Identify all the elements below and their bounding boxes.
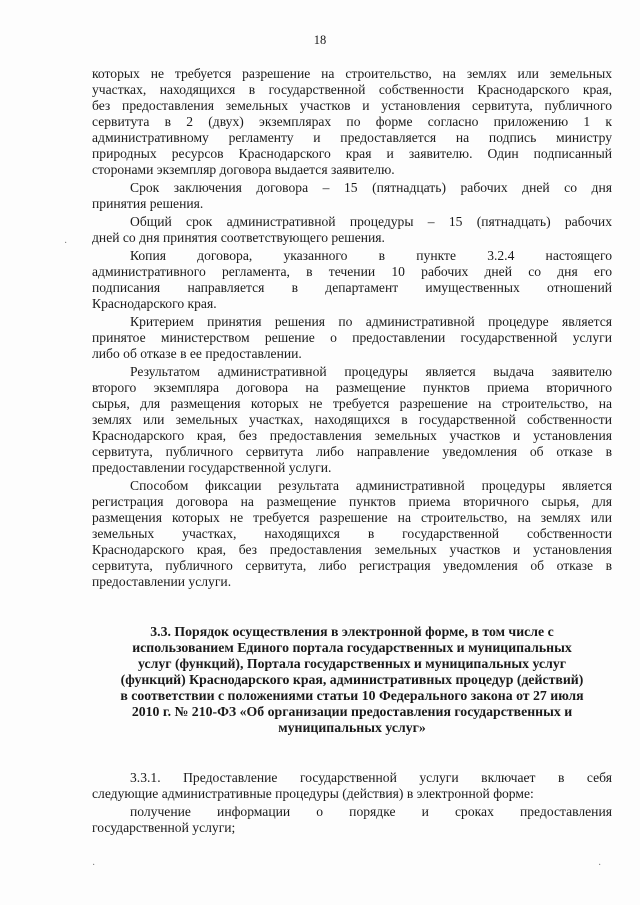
section-heading-line: (функций) Краснодарского края, административных процедур (действий) xyxy=(120,672,584,687)
text-line: государственной услуги; xyxy=(92,820,236,835)
text-line: природных ресурсов Краснодарского края и заявителю. Один подписанный xyxy=(92,146,612,161)
text-line: землях или земельных участках, находящихся в государственной собственности xyxy=(92,412,612,427)
text-line: которых не требуется разрешение на строительство, на землях или земельных xyxy=(92,66,612,81)
text-line: сервитута в 2 (двух) экземплярах по форме согласно приложению 1 к xyxy=(92,114,612,129)
text-line: без предоставления земельных участков и установления сервитута, публичного xyxy=(92,98,612,113)
text-line: Результатом административной процедуры является выдача заявителю xyxy=(130,364,612,379)
text-line: Копия договора, указанного в пункте 3.2.4 настоящего xyxy=(130,248,612,263)
scan-mark: · xyxy=(92,860,96,871)
text-line: Краснодарского края, без предоставления земельных участков и установления xyxy=(92,542,612,557)
text-line: сервитута, публичного сервитута, либо регистрация уведомления об отказе в xyxy=(92,558,612,573)
section-heading-line: муниципальных услуг» xyxy=(278,720,426,735)
text-line: 3.3.1. Предоставление государственной услуги включает в себя xyxy=(130,770,612,785)
text-line: Критерием принятия решения по административной процедуре является xyxy=(130,314,612,329)
text-line: административному регламенту и предоставляется на подпись министру xyxy=(92,130,612,145)
text-line: сторонами экземпляр договора выдается заявителю. xyxy=(92,162,395,177)
text-line: размещения которых не требуется разрешение на строительство, на землях или xyxy=(92,510,612,525)
page-number: 18 xyxy=(313,33,327,47)
text-line: принятое министерством решение о предоставлении государственной услуги xyxy=(92,330,612,345)
text-line: либо об отказе в ее предоставлении. xyxy=(92,346,302,361)
text-line: участках, находящихся в государственной собственности Краснодарского края, xyxy=(92,82,612,97)
text-line: получение информации о порядке и сроках предоставления xyxy=(130,804,612,819)
scan-mark: · xyxy=(598,860,602,871)
text-line: предоставлении государственной услуги. xyxy=(92,460,332,475)
text-line: предоставлении услуги. xyxy=(92,574,232,589)
text-line: земельных участках, находящихся в государственной собственности xyxy=(92,526,612,541)
text-line: дней со дня принятия соответствующего решения. xyxy=(92,230,385,245)
text-line: следующие административные процедуры (действия) в электронной форме: xyxy=(92,786,534,801)
text-line: подписания направляется в департамент имущественных отношений xyxy=(92,280,612,295)
text-line: Способом фиксации результата административной процедуры является xyxy=(130,478,612,493)
section-heading-line: в соответствии с положениями статьи 10 Федерального закона от 27 июля xyxy=(120,688,584,703)
section-heading-line: 2010 г. № 210-ФЗ «Об организации предоставления государственных и xyxy=(131,704,573,719)
text-line: принятия решения. xyxy=(92,196,204,211)
section-heading-line: использованием Единого портала государственных и муниципальных xyxy=(132,640,572,655)
text-line: сервитута, публичного сервитута либо направление уведомления об отказе в xyxy=(92,444,612,459)
text-line: Общий срок административной процедуры – 15 (пятнадцать) рабочих xyxy=(130,214,612,229)
text-line: второго экземпляра договора на размещение пунктов приема вторичного xyxy=(92,380,612,395)
text-line: регистрация договора на размещение пунктов приема вторичного сырья, для xyxy=(92,494,612,509)
text-line: Срок заключения договора – 15 (пятнадцать) рабочих дней со дня xyxy=(130,180,612,195)
text-line: Краснодарского края. xyxy=(92,296,217,311)
section-heading-line: 3.3. Порядок осуществления в электронной форме, в том числе с xyxy=(150,624,554,639)
text-line: Краснодарского края, без предоставления земельных участков и установления xyxy=(92,428,612,443)
section-heading-line: услуг (функций), Портала государственных и муниципальных услуг xyxy=(138,656,566,671)
scan-mark: · xyxy=(64,238,68,249)
text-line: сырья, для размещения которых не требуется разрешение на строительство, на xyxy=(92,396,612,411)
text-line: административного регламента, в течении 10 рабочих дней со дня его xyxy=(92,264,612,279)
